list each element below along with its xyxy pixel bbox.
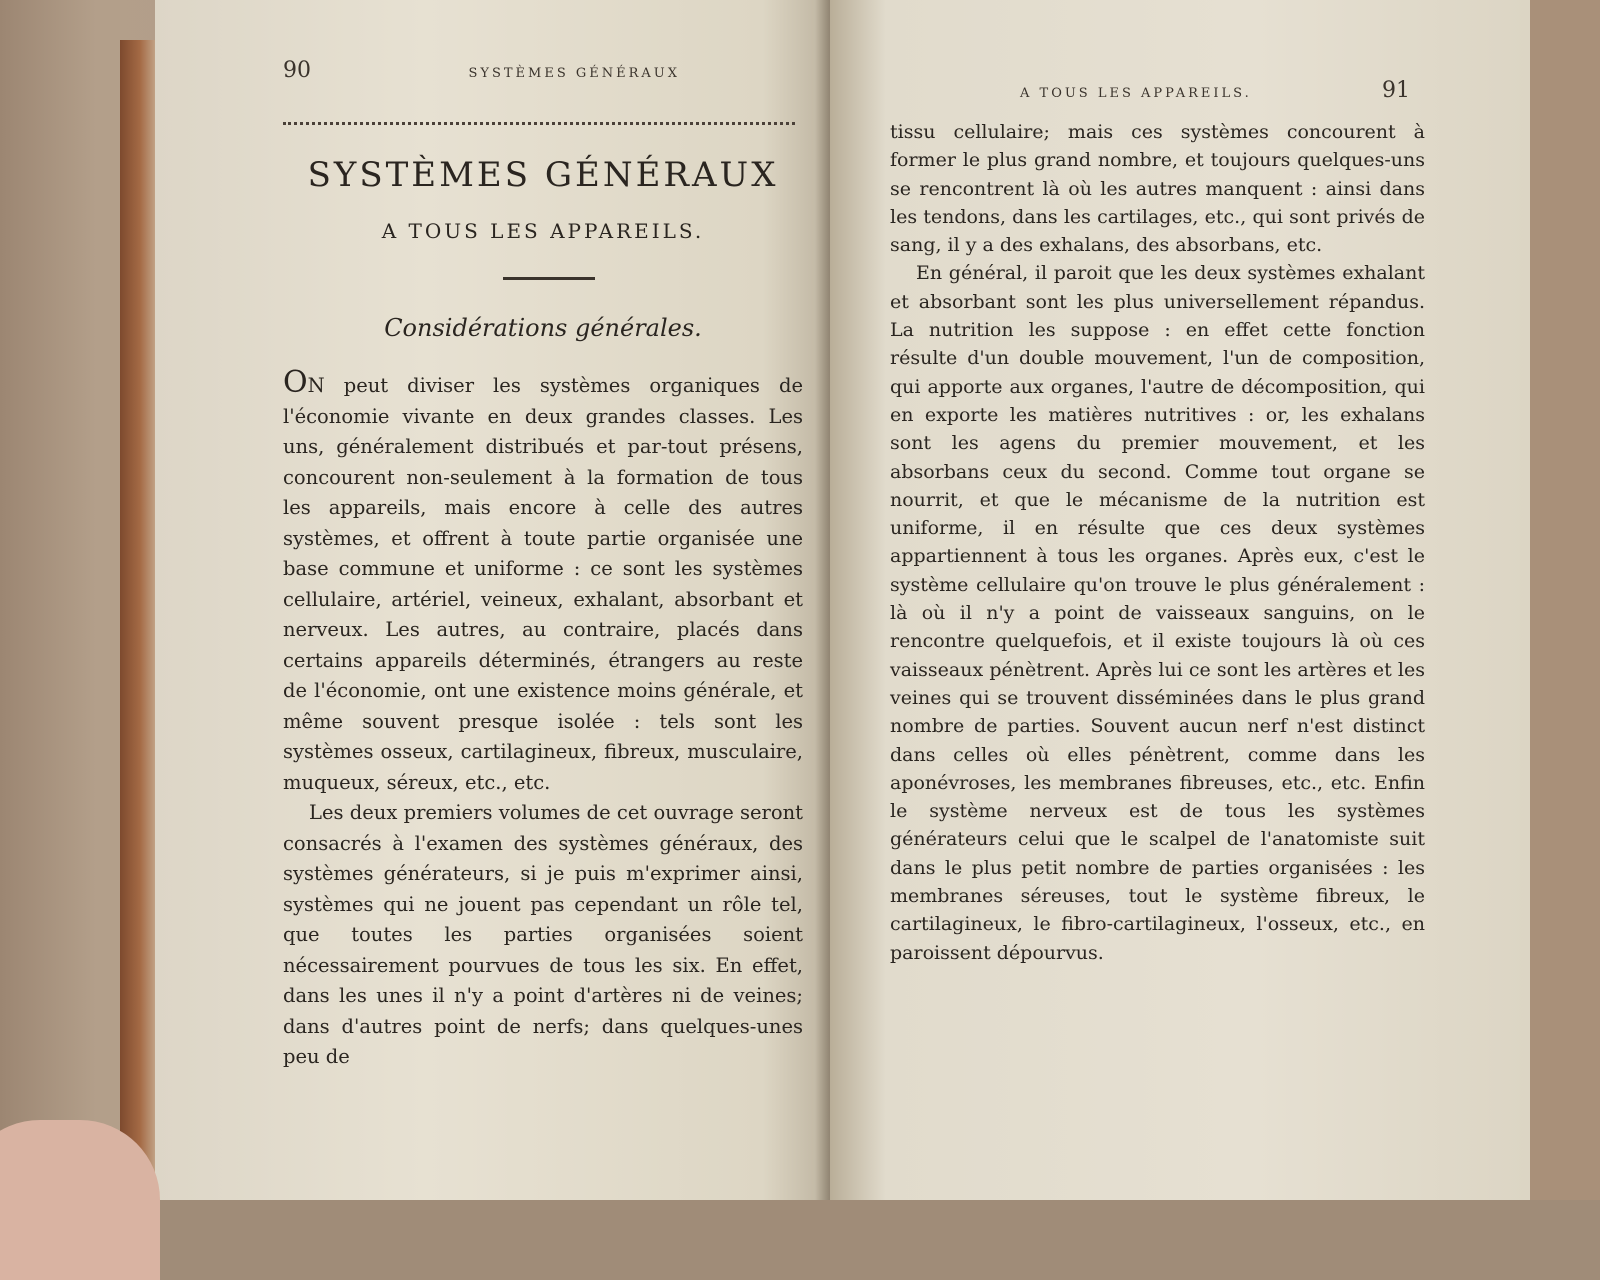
section-heading: Considérations générales.: [384, 314, 702, 342]
table-background-right: [1530, 0, 1600, 1200]
drop-cap: O: [283, 365, 308, 400]
right-running-head: A TOUS LES APPAREILS.: [1020, 86, 1252, 101]
right-page: [830, 0, 1530, 1200]
left-paragraph-1-text: N peut diviser les systèmes organiques de l'économie vivante en deux grandes classes. Les uns, généralement distribués et par-tout présens, concourent non-seulement à la formation de tous les appareils, mais encore à celle des autres systèmes, et offrent à toute partie organisée une base commune et uniforme : ce sont les systèmes cellulaire, artériel, veineux, exhalant, absorbant et nerveux. Les autres, au contraire, placés dans certains appareils déterminés, étrangers au reste de l'économie, ont une existence moins générale, et même souvent presque isolée : tels sont les systèmes osseux, cartilagineux, fibreux, musculaire, muqueux, séreux, etc., etc.: [283, 374, 803, 794]
left-page-header: [283, 58, 810, 98]
left-page-number: 90: [283, 58, 311, 83]
left-paragraph-1: [283, 365, 803, 798]
left-running-head: SYSTÈMES GÉNÉRAUX: [468, 66, 680, 81]
right-paragraph-2: En général, il paroit que les deux systèmes exhalant et absorbant sont les plus universellement répandus. La nutrition les suppose : en effet cette fonction résulte d'un double mouvement, l'un de composition, qui apporte aux organes, l'autre de décomposition, qui en exporte les matières nutritives : or, les exhalans sont les agens du premier mouvement, et les absorbans ceux du second. Comme tout organe se nourrit, et que le mécanisme de la nutrition est uniforme, il en résulte que ces deux systèmes appartiennent à tous les organes. Après eux, c'est le système cellulaire qu'on trouve le plus généralement : là où il n'y a point de vaisseaux sanguins, on le rencontre quelquefois, et il existe toujours là où ces vaisseaux pénètrent. Après lui ce sont les artères et les veines qui se trouvent disséminées dans le plus grand nombre de parties. Souvent aucun nerf n'est distinct dans celles où elles pénètrent, comme dans les aponévroses, les membranes fibreuses, etc., etc. Enfin le système nerveux est de tous les systèmes générateurs celui que le scalpel de l'anatomiste suit dans le plus petit nombre de parties organisées : les membranes séreuses, tout le système fibreux, le cartilagineux, le fibro-cartilagineux, l'osseux, etc., en paroissent dépourvus.: [890, 262, 1425, 964]
left-paragraph-2: Les deux premiers volumes de cet ouvrage seront consacrés à l'examen des systèmes généraux, des systèmes générateurs, si je puis m'exprimer ainsi, systèmes qui ne jouent pas cependant un rôle tel, que toutes les parties organisées soient nécessairement pourvues de tous les six. En effet, dans les unes il n'y a point d'artères ni de veines; dans d'autres point de nerfs; dans quelques-unes peu de: [283, 801, 803, 1068]
ornamental-rule: [283, 122, 795, 125]
right-paragraph-1: tissu cellulaire; mais ces systèmes concourent à former le plus grand nombre, et toujours quelques-uns se rencontrent là où les autres manquent : ainsi dans les tendons, dans les cartilages, etc., qui sont privés de sang, il y a des exhalans, des absorbans, etc.: [890, 121, 1425, 257]
chapter-title: SYSTÈMES GÉNÉRAUX: [307, 155, 779, 195]
chapter-subtitle: A TOUS LES APPAREILS.: [381, 219, 705, 243]
left-page: [155, 0, 830, 1200]
right-page-header: [890, 78, 1410, 118]
thumb: [0, 1120, 160, 1280]
right-page-number: 91: [1382, 78, 1410, 103]
title-divider: [503, 277, 595, 280]
book-cover-edge: [120, 40, 160, 1200]
